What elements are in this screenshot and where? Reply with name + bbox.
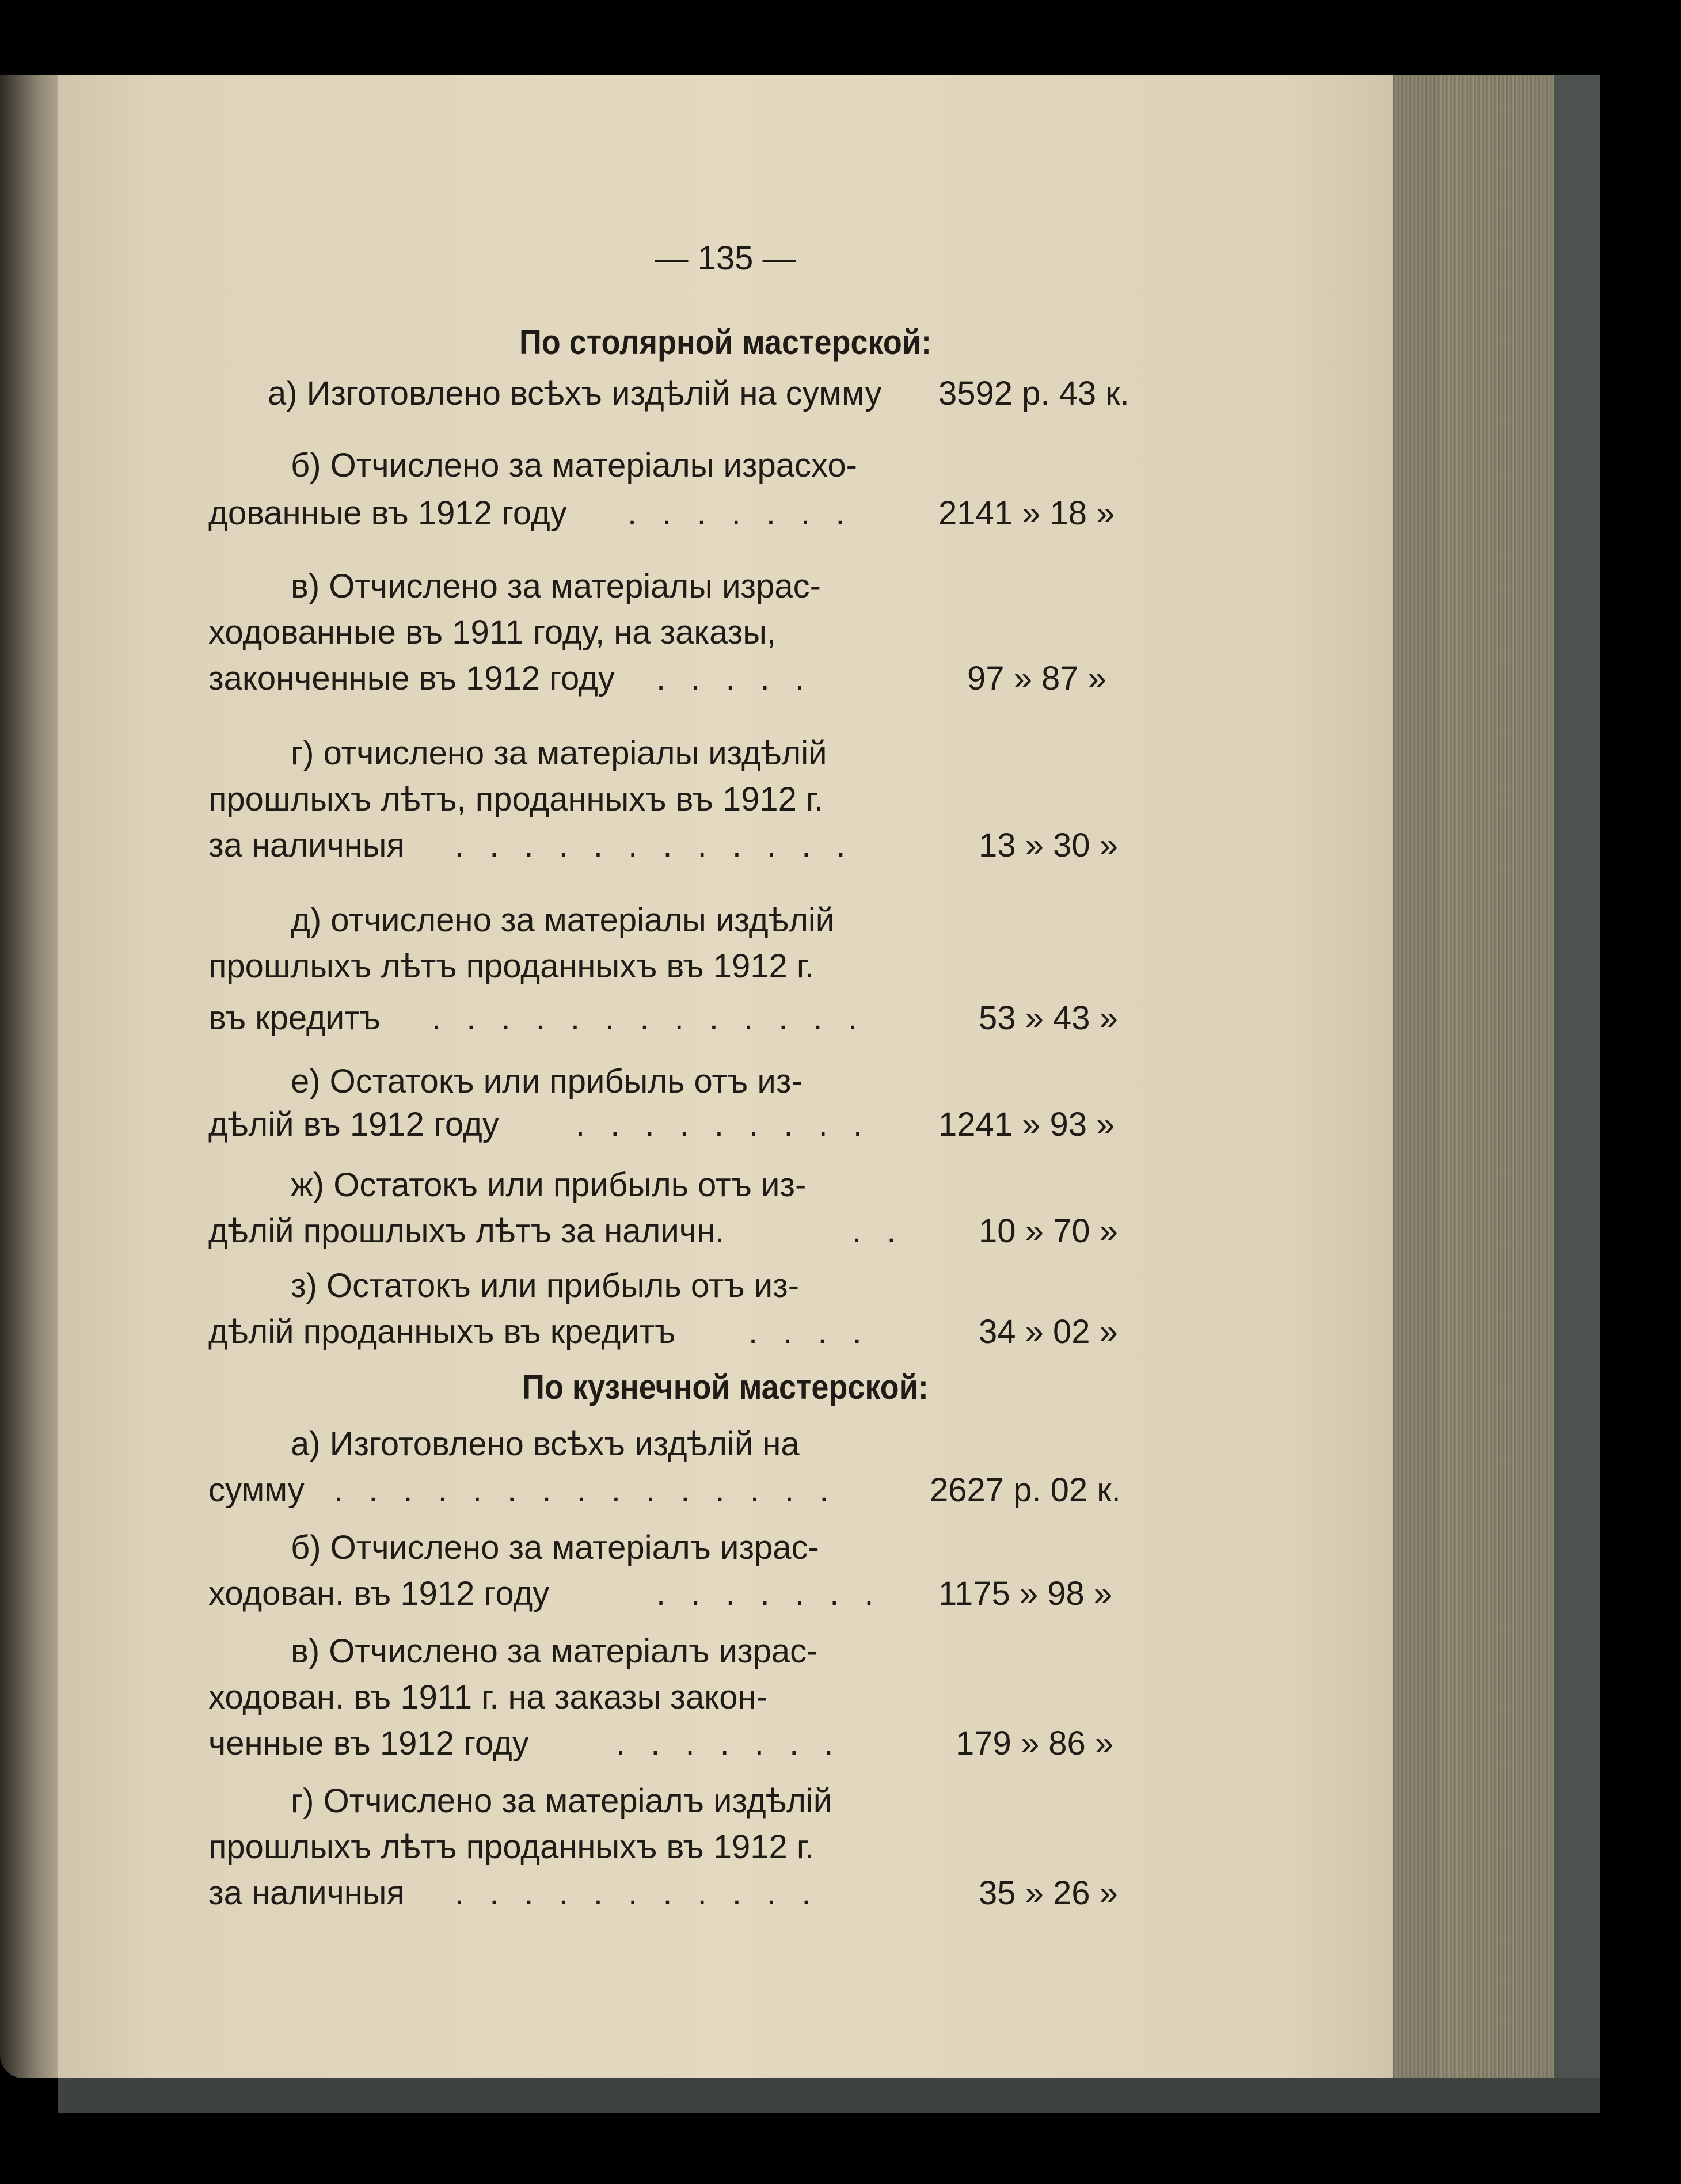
item2-v-line2: ходован. въ 1911 г. на заказы закон-	[208, 1679, 767, 1716]
book-cover-bottom	[58, 2078, 1600, 2113]
item2-g-line2: прошлыхъ лѣтъ проданныхъ въ 1912 г.	[208, 1828, 815, 1866]
item-e-dots: . . . . . . . . .	[576, 1106, 870, 1143]
item2-a-line1: а) Изготовлено всѣхъ издѣлій на	[291, 1425, 800, 1463]
item-v-line1: в) Отчислено за матеріалы израс-	[291, 568, 821, 605]
page-number: — 135 —	[655, 239, 796, 277]
item2-v-value: 179 » 86 »	[956, 1725, 1114, 1762]
item-d-dots: . . . . . . . . . . . . .	[432, 999, 865, 1037]
item-a-value: 3592 р. 43 к.	[938, 375, 1129, 412]
item-b-value: 2141 » 18 »	[938, 494, 1115, 532]
page-block-edges	[1393, 75, 1554, 2078]
item-b-line1: б) Отчислено за матеріалы израсхо-	[291, 447, 857, 484]
item-z-value: 34 » 02 »	[979, 1313, 1118, 1350]
item-d-line2: прошлыхъ лѣтъ проданныхъ въ 1912 г.	[208, 948, 815, 985]
section-heading-smithy: По кузнечной мастерской:	[522, 1368, 929, 1406]
item-z-line2: дѣлій проданныхъ въ кредитъ	[208, 1313, 676, 1350]
book-cover	[1554, 75, 1600, 2113]
item-zh-line1: ж) Остатокъ или прибыль отъ из-	[291, 1166, 807, 1204]
item2-b-dots: . . . . . . .	[656, 1575, 882, 1612]
item-d-value: 53 » 43 »	[979, 999, 1118, 1037]
item2-a-dots: . . . . . . . . . . . . . . .	[334, 1471, 837, 1509]
item2-v-dots: . . . . . . .	[616, 1725, 842, 1762]
item-z-line1: з) Остатокъ или прибыль отъ из-	[291, 1267, 800, 1304]
item2-b-line1: б) Отчислено за матеріалъ израс-	[291, 1529, 819, 1566]
item-v-dots: . . . . .	[656, 660, 813, 697]
item-g-dots: . . . . . . . . . . . .	[455, 827, 854, 864]
item-b-dots: . . . . . . .	[627, 494, 853, 532]
item-zh-dots: . .	[852, 1212, 904, 1250]
item-g-line2: прошлыхъ лѣтъ, проданныхъ въ 1912 г.	[208, 781, 824, 818]
item-zh-line2: дѣлій прошлыхъ лѣтъ за наличн.	[208, 1212, 725, 1250]
item2-a-line2: сумму	[208, 1471, 305, 1509]
item2-g-value: 35 » 26 »	[979, 1874, 1118, 1912]
item2-g-line3: за наличныя	[208, 1874, 405, 1912]
item-g-value: 13 » 30 »	[979, 827, 1118, 864]
section-heading-carpentry: По столярной мастерской:	[519, 323, 932, 362]
item2-g-dots: . . . . . . . . . . .	[455, 1874, 819, 1912]
item2-b-line2: ходован. въ 1912 году	[208, 1575, 550, 1612]
item2-a-value: 2627 р. 02 к.	[930, 1471, 1121, 1509]
item-g-line1: г) отчислено за матеріалы издѣлій	[291, 735, 827, 772]
book-page	[58, 75, 1393, 2078]
item2-v-line3: ченные въ 1912 году	[208, 1725, 529, 1762]
item-v-value: 97 » 87 »	[967, 660, 1106, 697]
item-a-text: а) Изготовлено всѣхъ издѣлій на сумму	[268, 375, 882, 412]
item2-g-line1: г) Отчислено за матеріалъ издѣлій	[291, 1782, 832, 1820]
item-zh-value: 10 » 70 »	[979, 1212, 1118, 1250]
item-e-line1: е) Остатокъ или прибыль отъ из-	[291, 1063, 803, 1100]
item2-b-value: 1175 » 98 »	[938, 1575, 1113, 1612]
item-v-line2: ходованные въ 1911 году, на заказы,	[208, 614, 777, 651]
item-e-line2: дѣлій въ 1912 году	[208, 1106, 499, 1143]
item-d-line3: въ кредитъ	[208, 999, 381, 1037]
item-d-line1: д) отчислено за матеріалы издѣлій	[291, 901, 835, 939]
item-e-value: 1241 » 93 »	[938, 1106, 1115, 1143]
item-z-dots: . . . .	[748, 1313, 870, 1350]
item-v-line3: законченные въ 1912 году	[208, 660, 615, 697]
item2-v-line1: в) Отчислено за матеріалъ израс-	[291, 1633, 818, 1670]
item-b-line2: дованные въ 1912 году	[208, 494, 567, 532]
item-g-line3: за наличныя	[208, 827, 405, 864]
